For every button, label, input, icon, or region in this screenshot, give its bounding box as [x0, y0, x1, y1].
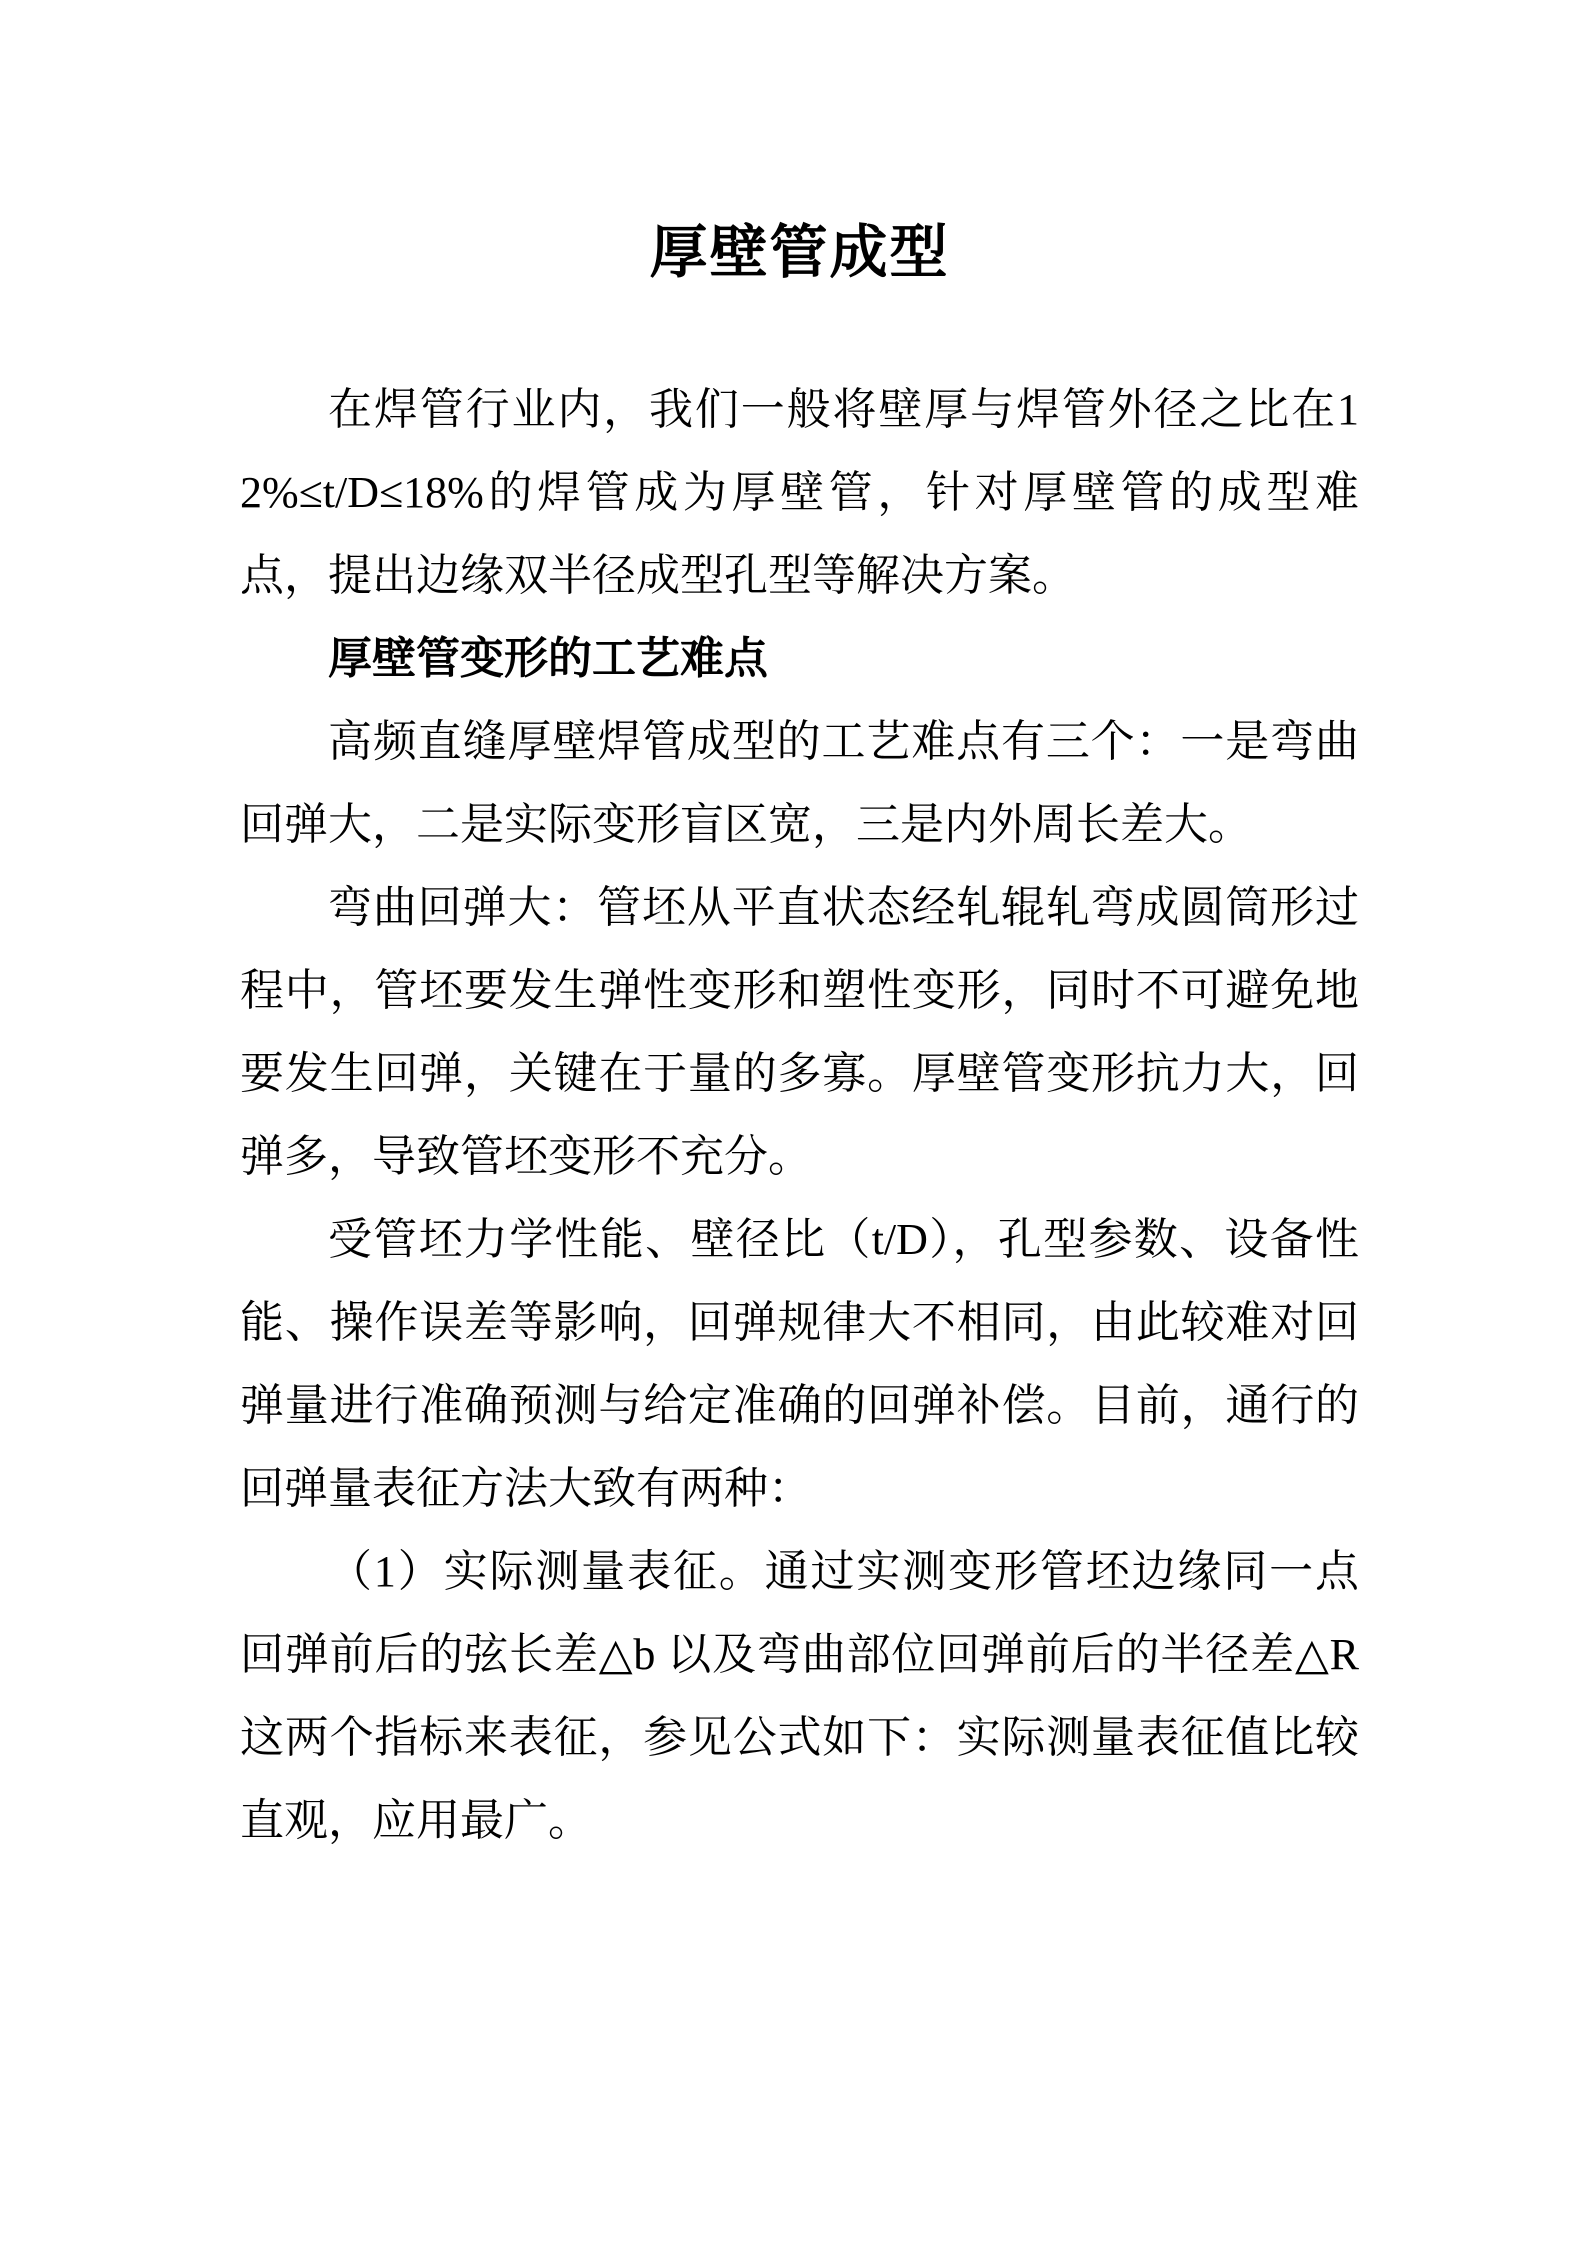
page-title: 厚壁管成型 — [649, 220, 950, 285]
paragraph-influence-factors: 受管坯力学性能、壁径比（t/D），孔型参数、设备性能、操作误差等影响，回弹规律大不相同，由此较难对回弹量进行准确预测与给定准确的回弹补偿。目前，通行的回弹量表征方法大致有两种： — [240, 1215, 1359, 1513]
paragraph-three-difficulties: 高频直缝厚壁焊管成型的工艺难点有三个：一是弯曲回弹大，二是实际变形盲区宽，三是内外周长差大。 — [240, 717, 1359, 849]
paragraph-springback: 弯曲回弹大：管坯从平直状态经轧辊轧弯成圆筒形过程中，管坯要发生弹性变形和塑性变形，同时不可避免地要发生回弹，关键在于量的多寡。厚壁管变形抗力大，回弹多，导致管坯变形不充分。 — [240, 883, 1359, 1181]
paragraph-measurement-method: （1）实际测量表征。通过实测变形管坯边缘同一点回弹前后的弦长差△b 以及弯曲部位回弹前后的半径差△R 这两个指标来表征，参见公式如下：实际测量表征值比较直观，应用最广。 — [240, 1547, 1359, 1845]
section-heading-process-difficulties: 厚壁管变形的工艺难点 — [328, 634, 768, 683]
paragraph-intro: 在焊管行业内，我们一般将壁厚与焊管外径之比在12%≤t/D≤18%的焊管成为厚壁管，针对厚壁管的成型难点，提出边缘双半径成型孔型等解决方案。 — [240, 385, 1359, 600]
